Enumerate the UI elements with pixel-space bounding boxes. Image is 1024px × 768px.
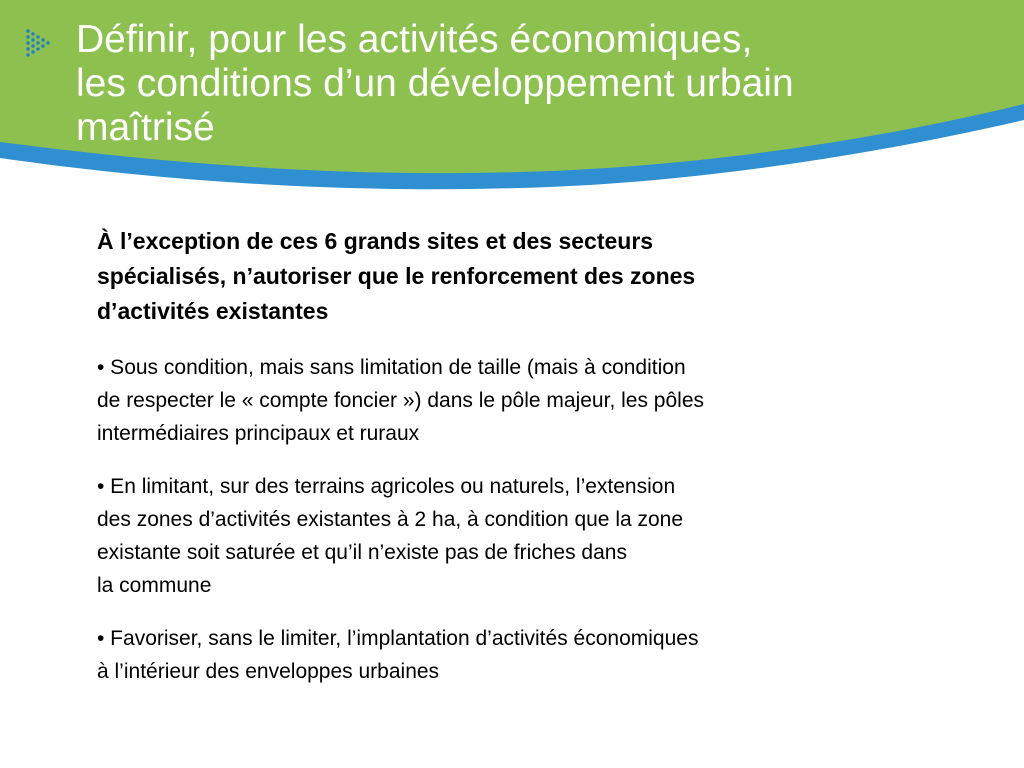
bullet-line: à l’intérieur des enveloppes urbaines [97,660,440,683]
lead-line: À l’exception de ces 6 grands sites et des secteurs [97,228,654,254]
slide-title-line: les conditions d’un développement urbain [76,62,794,105]
lead-line: spécialisés, n’autoriser que le renforcement des zones [97,263,696,289]
bullet-line: • Favoriser, sans le limiter, l’implantation d’activités économiques [97,627,699,650]
bullet-line: existante soit saturée et qu’il n’existe pas de friches dans [97,541,627,564]
bullet-item [97,470,897,602]
slide-body [97,224,897,708]
bullet-line: • En limitant, sur des terrains agricoles ou naturels, l’extension [97,475,676,498]
bullet-item [97,622,897,688]
bullet-line: de respecter le « compte foncier ») dans le pôle majeur, les pôles [97,389,705,412]
bullet-item [97,351,897,450]
slide-title [76,18,976,150]
lead-line: d’activités existantes [97,298,329,324]
lead-paragraph [97,224,897,329]
slide-title-line: Définir, pour les activités économiques, [76,18,753,61]
bullet-line: la commune [97,574,212,597]
slide-title-line: maîtrisé [76,106,215,149]
bullet-line: des zones d’activités existantes à 2 ha, à condition que la zone [97,508,684,531]
dots-arrow-icon [26,28,52,60]
bullet-line: • Sous condition, mais sans limitation de taille (mais à condition [97,356,686,379]
bullet-line: intermédiaires principaux et ruraux [97,422,420,445]
